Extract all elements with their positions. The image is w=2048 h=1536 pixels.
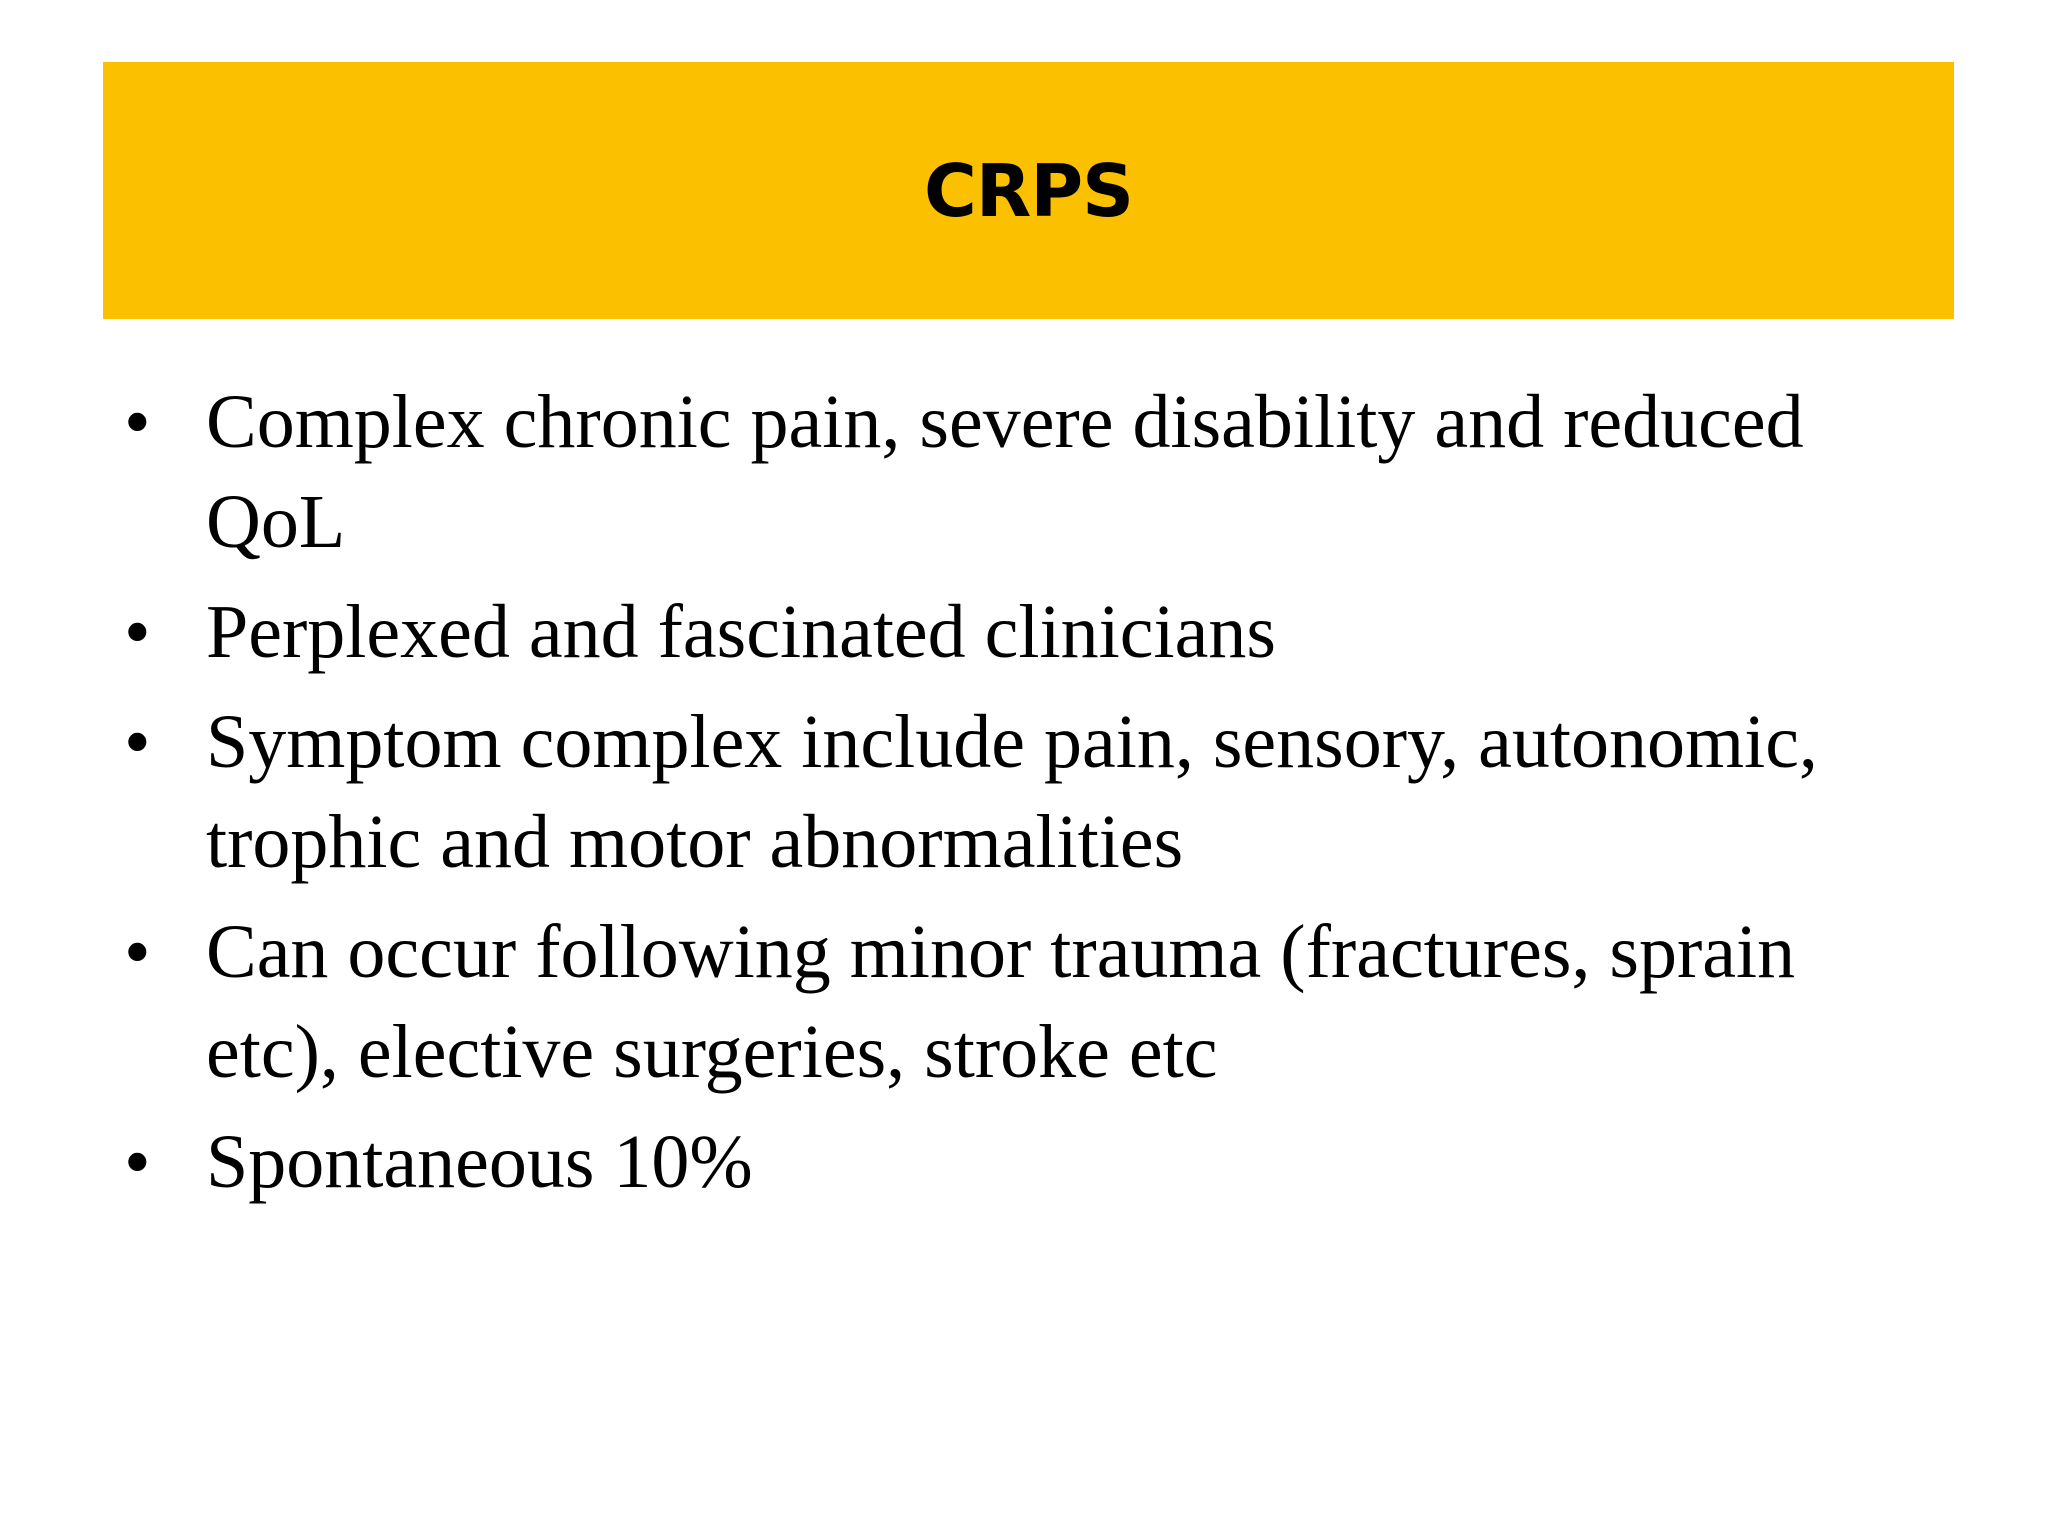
title-bar: [103, 62, 1954, 319]
bullet-item: [120, 372, 1910, 572]
bullet-text: Can occur following minor trauma (fractures, sprain etc), elective surgeries, stroke etc: [206, 910, 1796, 1094]
bullet-dot-icon: •: [124, 910, 151, 994]
bullet-item: [120, 1112, 1910, 1212]
bullet-item: [120, 692, 1910, 892]
bullet-dot-icon: •: [124, 1120, 151, 1204]
bullet-dot-icon: •: [124, 590, 151, 674]
bullet-text: Complex chronic pain, severe disability and reduced QoL: [206, 380, 1804, 564]
bullet-dot-icon: •: [124, 700, 151, 784]
bullet-list: [120, 372, 1910, 1222]
bullet-item: [120, 902, 1910, 1102]
bullet-item: [120, 582, 1910, 682]
bullet-text: Symptom complex include pain, sensory, autonomic, trophic and motor abnormalities: [206, 700, 1818, 884]
bullet-dot-icon: •: [124, 380, 151, 464]
bullet-text: Perplexed and fascinated clinicians: [206, 590, 1276, 674]
bullet-text: Spontaneous 10%: [206, 1120, 753, 1204]
slide-title: CRPS: [924, 148, 1133, 233]
